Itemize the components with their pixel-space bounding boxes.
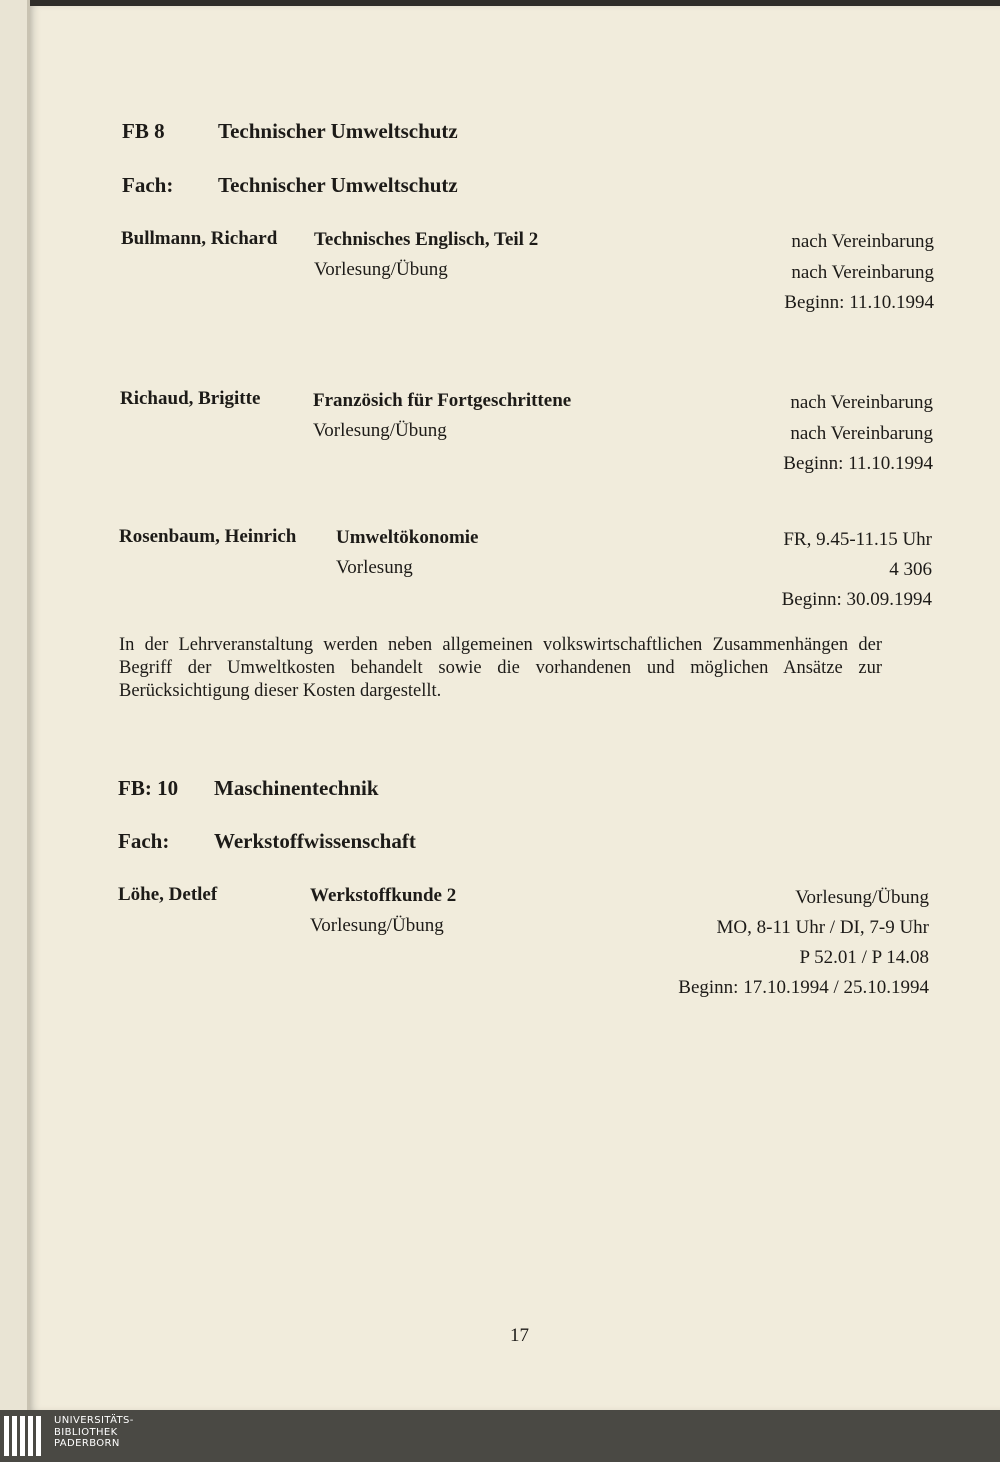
fb-code: FB: 10: [118, 776, 179, 800]
course-room: P 52.01 / P 14.08: [799, 947, 929, 968]
scan-binding-edge: [0, 0, 30, 1410]
course-room: 4 306: [889, 559, 932, 580]
document-page: [30, 6, 1000, 1410]
course-format: Vorlesung/Übung: [795, 887, 929, 908]
fb-code: FB 8: [122, 119, 165, 143]
course-start: Beginn: 11.10.1994: [784, 292, 934, 313]
course-lecturer: Richaud, Brigitte: [120, 388, 261, 409]
course-schedule: MO, 8-11 Uhr / DI, 7-9 Uhr: [716, 917, 929, 938]
course-start: Beginn: 17.10.1994 / 25.10.1994: [678, 977, 929, 998]
course-lecturer: Löhe, Detlef: [118, 884, 218, 905]
fach-label: Fach:: [122, 173, 174, 197]
library-footer: [0, 1410, 1000, 1462]
logo-line: UNIVERSITÄTS-: [54, 1415, 134, 1426]
course-type: Vorlesung/Übung: [310, 915, 444, 936]
course-type: Vorlesung/Übung: [314, 259, 448, 280]
course-title: Französich für Fortgeschrittene: [313, 390, 572, 411]
course-type: Vorlesung: [336, 557, 413, 578]
course-title: Technisches Englisch, Teil 2: [314, 229, 539, 250]
course-start: Beginn: 11.10.1994: [783, 453, 933, 474]
course-room: nach Vereinbarung: [791, 262, 934, 283]
course-title: Werkstoffkunde 2: [310, 885, 457, 906]
course-start: Beginn: 30.09.1994: [781, 589, 932, 610]
course-title: Umweltökonomie: [336, 527, 479, 548]
library-logo-icon: [4, 1416, 48, 1456]
course-schedule: FR, 9.45-11.15 Uhr: [783, 529, 932, 550]
fach-label: Fach:: [118, 829, 170, 853]
course-type: Vorlesung/Übung: [313, 420, 447, 441]
course-lecturer: Bullmann, Richard: [121, 228, 278, 249]
logo-line: BIBLIOTHEK: [54, 1426, 118, 1438]
course-schedule: nach Vereinbarung: [791, 231, 934, 252]
fach-name: Werkstoffwissenschaft: [214, 829, 416, 853]
course-schedule: nach Vereinbarung: [790, 392, 933, 413]
page-number: 17: [510, 1325, 529, 1346]
course-room: nach Vereinbarung: [790, 423, 933, 444]
fach-name: Technischer Umweltschutz: [218, 173, 458, 197]
course-lecturer: Rosenbaum, Heinrich: [119, 526, 297, 547]
library-logo-text: [54, 1415, 134, 1450]
course-description: In der Lehrveranstaltung werden neben allgemeinen volkswirtschaftlichen Zusammenhängen der Begriff der Umweltkosten behandelt sowie die vorhandenen und möglichen Ansätze zur Berücksichtigung dieser Kosten dargestellt.: [119, 635, 882, 701]
fb-name: Maschinentechnik: [214, 776, 379, 800]
logo-line: PADERBORN: [54, 1438, 120, 1449]
fb-name: Technischer Umweltschutz: [218, 119, 458, 143]
